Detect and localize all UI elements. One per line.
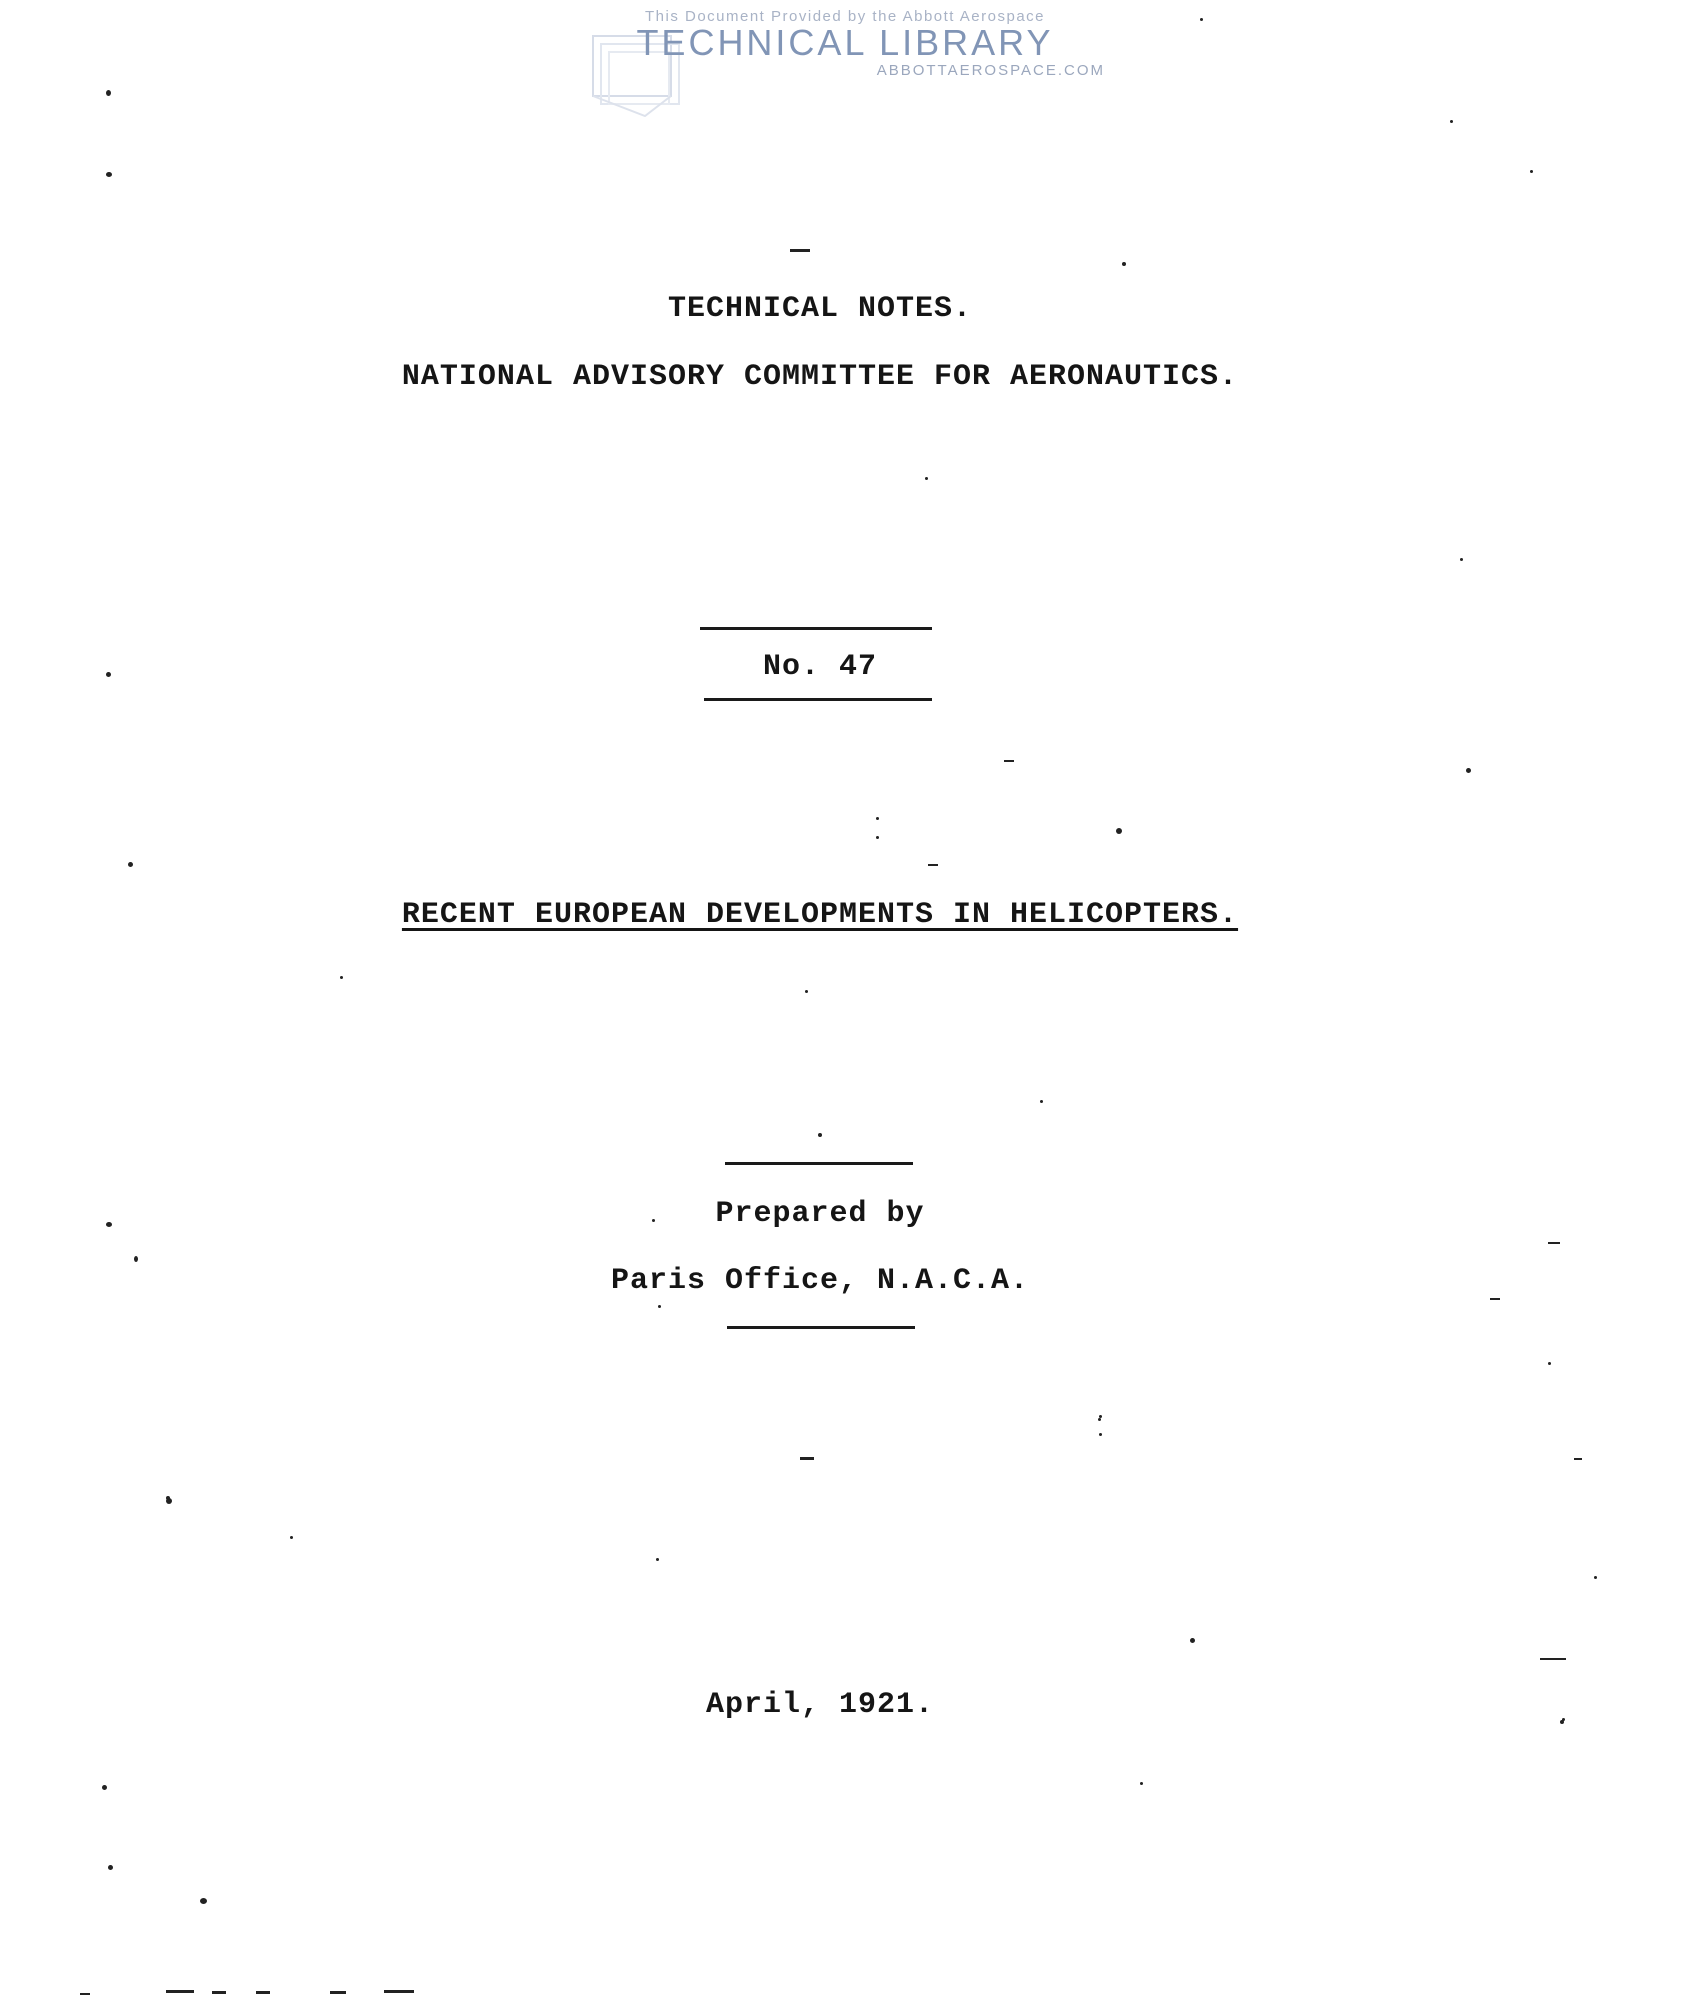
number-bottom-rule — [704, 698, 932, 701]
library-watermark — [585, 4, 1105, 114]
series-title: TECHNICAL NOTES. — [667, 292, 973, 326]
organization-name: NATIONAL ADVISORY COMMITTEE FOR AERONAUTICS. — [401, 360, 1239, 394]
document-title: RECENT EUROPEAN DEVELOPMENTS IN HELICOPTERS. — [401, 898, 1239, 932]
prepared-top-rule — [725, 1162, 913, 1165]
watermark-provided-by: This Document Provided by the Abbott Aerospace — [644, 8, 1046, 25]
document-date: April, 1921. — [705, 1688, 935, 1722]
watermark-library-name: TECHNICAL LIBRARY — [636, 22, 1054, 63]
prepared-by: Paris Office, N.A.C.A. — [610, 1264, 1030, 1298]
number-top-rule — [700, 627, 932, 630]
note-number: No. 47 — [762, 650, 878, 684]
prepared-bottom-rule — [727, 1326, 915, 1329]
prepared-label: Prepared by — [715, 1197, 925, 1231]
watermark-url: ABBOTTAEROSPACE.COM — [876, 62, 1105, 79]
